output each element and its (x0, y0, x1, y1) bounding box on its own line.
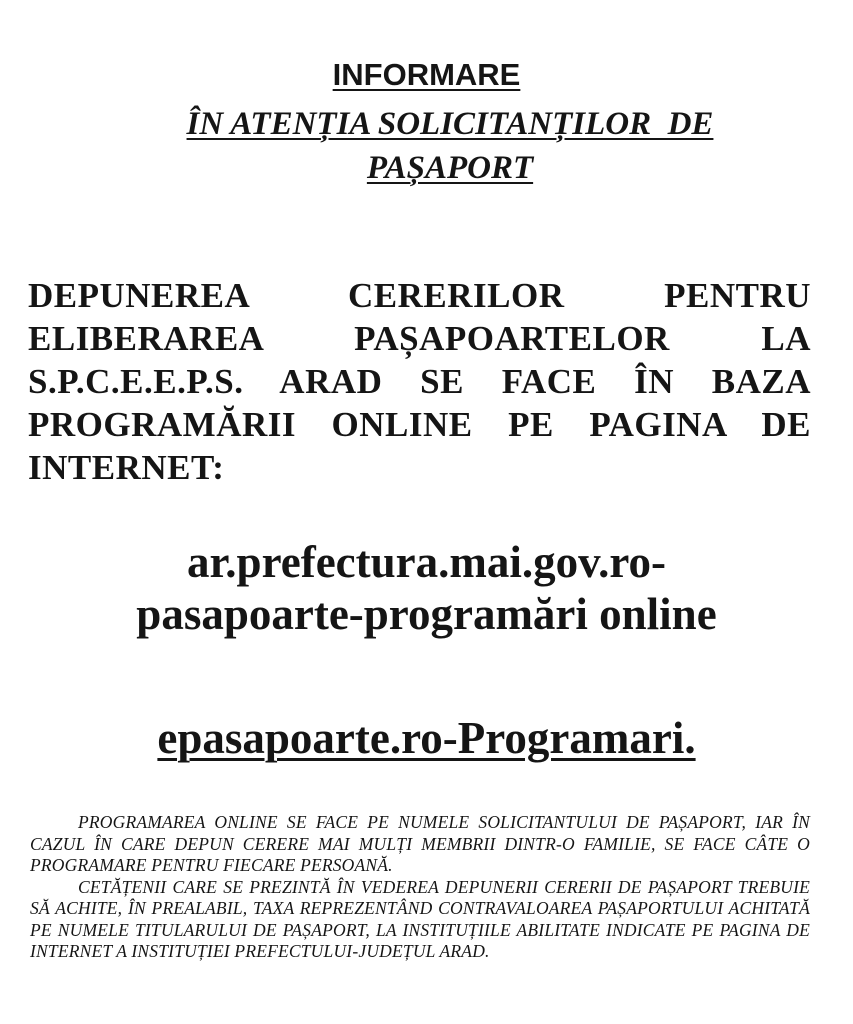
epasapoarte-url-text: epasapoarte.ro-Programari. (157, 713, 696, 763)
prefecture-url-line-1: ar.prefectura.mai.gov.ro- (186, 537, 667, 587)
prefecture-url-line-2: pasapoarte-programări online (136, 589, 717, 639)
title-text: INFORMARE (332, 57, 521, 92)
document-title (0, 56, 853, 94)
epasapoarte-url (0, 712, 853, 764)
subtitle-line-2: PAȘAPORT (366, 150, 534, 186)
document-subtitle (140, 102, 760, 190)
note-paragraph-2: CETĂȚENII CARE SE PREZINTĂ ÎN VEDEREA DEPUNERII CERERII DE PAȘAPORT TREBUIE SĂ ACHITE, ÎN PREALABIL, TAXA REPREZENTÂND CONTRAVALOAREA PAȘAPORTULUI ACHITATĂ PE NUMELE TITULARULUI DE PAȘAPORT, LA INSTITUȚIILE ABILITATE INDICATE PE PAGINA DE INTERNET A INSTITUȚIEI PREFECTULUI-JUDEȚUL ARAD. (30, 876, 810, 961)
notes-section (30, 812, 810, 963)
prefecture-url (0, 536, 853, 640)
main-announcement: DEPUNEREA CERERILOR PENTRU ELIBERAREA PAȘAPOARTELOR LA S.P.C.E.E.P.S. ARAD SE FACE ÎN BAZA PROGRAMĂRII ONLINE PE PAGINA DE INTERNET: (28, 276, 811, 487)
note-paragraph-1: PROGRAMAREA ONLINE SE FACE PE NUMELE SOLICITANTULUI DE PAȘAPORT, IAR ÎN CAZUL ÎN CARE DEPUN CERERE MAI MULȚI MEMBRII DINTR-O FAMILIE, SE FACE CÂTE O PROGRAMARE PENTRU FIECARE PERSOANĂ. (30, 812, 810, 875)
subtitle-line-1: ÎN ATENȚIA SOLICITANȚILOR DE (186, 106, 714, 142)
